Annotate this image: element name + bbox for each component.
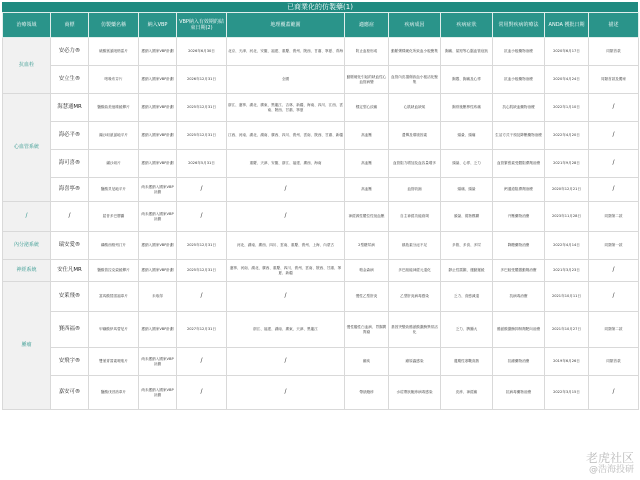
table-cell: 自主神經功能衰竭 bbox=[389, 202, 441, 232]
brand-name-cell: 安立生® bbox=[51, 66, 89, 94]
table-cell: 生活方式干預及降壓藥物治療 bbox=[493, 122, 545, 150]
table-cell: 獲納入國家VBP計劃 bbox=[139, 122, 177, 150]
table-cell: 磷酸西格列汀片 bbox=[89, 232, 139, 260]
table-cell: 瘧疾 bbox=[345, 348, 389, 376]
table-cell: 降糖藥物治療 bbox=[493, 232, 545, 260]
table-cell: 雙氫青蒿素哌喹片 bbox=[89, 348, 139, 376]
table-cell: 硫酸氫氯吡格雷片 bbox=[89, 38, 139, 66]
column-header: 疾病成因 bbox=[389, 13, 441, 38]
table-cell: 同類首款 bbox=[589, 38, 639, 66]
table-cell: 2020年12月21日 bbox=[545, 178, 589, 202]
table-cell: 抗病毒治療 bbox=[493, 282, 545, 312]
table-cell: / bbox=[589, 282, 639, 312]
table-cell: / bbox=[177, 178, 227, 202]
table-cell: 屈昔多巴膠囊 bbox=[89, 202, 139, 232]
generics-table bbox=[2, 12, 639, 410]
table-cell: 獲納入國家VBP計劃 bbox=[139, 312, 177, 348]
table-cell: 2020年6月17日 bbox=[545, 38, 589, 66]
table-cell: 週期性寒戰高熱 bbox=[441, 348, 493, 376]
table-cell: 同類第二款 bbox=[589, 312, 639, 348]
brand-name-cell: 瑞安愛® bbox=[51, 232, 89, 260]
table-cell: 2019年6月26日 bbox=[545, 348, 589, 376]
table-cell: 心肌缺血缺氧 bbox=[389, 94, 441, 122]
table-cell: 基因突變致酪氨酸激酶異常活化 bbox=[389, 312, 441, 348]
table-cell: 慢性乙型肝炎 bbox=[345, 282, 389, 312]
column-header: VBP納入有效期的結束日期(2) bbox=[177, 13, 227, 38]
table-row bbox=[3, 122, 639, 150]
brand-name-cell: 安仕凡MR bbox=[51, 260, 89, 282]
table-cell: 全國 bbox=[227, 66, 345, 94]
table-cell: 同類首款 bbox=[589, 348, 639, 376]
table-cell: 動脈粥樣硬化所致血小板聚集 bbox=[389, 38, 441, 66]
table-cell: 2022年1月10日 bbox=[545, 94, 589, 122]
table-cell: 慢性髓性白血病、胃腸間質瘤 bbox=[345, 312, 389, 348]
table-cell: / bbox=[589, 178, 639, 202]
table-cell: / bbox=[227, 348, 345, 376]
table-cell: 獲納入國家VBP計劃 bbox=[139, 94, 177, 122]
table-cell: 2025年12月31日 bbox=[177, 232, 227, 260]
column-header: 商標 bbox=[51, 13, 89, 38]
table-cell: 2022年3月15日 bbox=[545, 376, 589, 410]
column-header: 納入VBP bbox=[139, 13, 177, 38]
therapeutic-area-cell: 心血管系統 bbox=[3, 94, 51, 202]
table-cell: 富馬酸替諾福韋片 bbox=[89, 282, 139, 312]
table-cell: 河北、湖南、廣西、四川、雲南、重慶、貴州、上海、內蒙古 bbox=[227, 232, 345, 260]
table-cell: 酪氨酸激酶抑制劑靶向治療 bbox=[493, 312, 545, 348]
table-cell: / bbox=[177, 202, 227, 232]
table-cell: 血管緊張素受體阻滯劑治療 bbox=[493, 150, 545, 178]
column-header: 地理覆蓋範圍 bbox=[227, 13, 345, 38]
brand-name-cell: 海喜寧® bbox=[51, 178, 89, 202]
therapeutic-area-cell: 內分泌系統 bbox=[3, 232, 51, 260]
table-cell: 遺傳及環境因素 bbox=[389, 122, 441, 150]
table-row bbox=[3, 312, 639, 348]
brand-name-cell: 賽西福® bbox=[51, 312, 89, 348]
header-row bbox=[3, 13, 639, 38]
table-cell: 鹽酸伐昔洛韋片 bbox=[89, 376, 139, 410]
table-cell: 2026年6月30日 bbox=[177, 38, 227, 66]
table-cell: 穩定型心絞痛 bbox=[345, 94, 389, 122]
table-cell: 尚未獲納入國家VBP計劃 bbox=[139, 178, 177, 202]
column-header: 治療領域 bbox=[3, 13, 51, 38]
table-cell: / bbox=[589, 260, 639, 282]
table-cell: 遼寧、河南、湖北、廣西、重慶、四川、貴州、雲南、陝西、甘肅、寧夏、新疆 bbox=[227, 260, 345, 282]
table-cell: 抗病毒藥物治療 bbox=[493, 376, 545, 410]
table-cell: 抗瘧藥物治療 bbox=[493, 348, 545, 376]
table-cell: 獲納入國家VBP計劃 bbox=[139, 150, 177, 178]
table-cell: 未取得 bbox=[139, 282, 177, 312]
table-cell: 皮疹、神經痛 bbox=[441, 376, 493, 410]
brand-name-cell: 安飛宇® bbox=[51, 348, 89, 376]
table-cell: 動脈硬化引起的缺血性心血管病變 bbox=[345, 66, 389, 94]
table-cell: 2022年4月14日 bbox=[545, 232, 589, 260]
table-cell: 胸痛、氣短等心腦血管症狀 bbox=[441, 38, 493, 66]
table-cell: 多巴胺受體激動劑治療 bbox=[493, 260, 545, 282]
table-cell: 鈣通道阻滯劑治療 bbox=[493, 178, 545, 202]
table-cell: / bbox=[227, 202, 345, 232]
table-row bbox=[3, 150, 639, 178]
table-cell: / bbox=[227, 178, 345, 202]
table-cell: 胸骨後壓榨性疼痛 bbox=[441, 94, 493, 122]
table-cell: 2022年4月20日 bbox=[545, 122, 589, 150]
brand-name-cell: 海慧通MR bbox=[51, 94, 89, 122]
table-cell: / bbox=[177, 348, 227, 376]
table-cell: 甲磺酸伊馬替尼片 bbox=[89, 312, 139, 348]
table-cell: 獲納入國家VBP計劃 bbox=[139, 38, 177, 66]
table-cell: 胰島素分泌不足 bbox=[389, 232, 441, 260]
table-cell: 血管阻力增加及血容量增多 bbox=[389, 150, 441, 178]
therapeutic-area-cell: / bbox=[3, 202, 51, 232]
table-cell: 2021年3月23日 bbox=[545, 260, 589, 282]
table-cell: 帕金森病 bbox=[345, 260, 389, 282]
table-cell: 鹽酸曲美他嗪緩釋片 bbox=[89, 94, 139, 122]
table-cell: / bbox=[177, 376, 227, 410]
table-cell: / bbox=[51, 202, 89, 232]
table-cell: 抗心肌缺血藥物治療 bbox=[493, 94, 545, 122]
table-cell: 鹽酸貝尼地平片 bbox=[89, 178, 139, 202]
column-header: 常用對疾病的療法 bbox=[493, 13, 545, 38]
column-header: 描述 bbox=[589, 13, 639, 38]
table-cell: 頭暈、心悸、乏力 bbox=[441, 150, 493, 178]
table-cell: 同類第二款 bbox=[589, 202, 639, 232]
table-cell: 吲哚布芬片 bbox=[89, 66, 139, 94]
table-cell: 重慶、天津、安徽、浙江、福建、廣西、海南 bbox=[227, 150, 345, 178]
table-cell: 頭暈、頭痛 bbox=[441, 122, 493, 150]
table-cell: 血管收縮 bbox=[389, 178, 441, 202]
table-cell: 水痘帶狀皰疹病毒感染 bbox=[389, 376, 441, 410]
table-cell: 鹽酸普拉克索緩釋片 bbox=[89, 260, 139, 282]
column-header: 疾病症狀 bbox=[441, 13, 493, 38]
table-row bbox=[3, 232, 639, 260]
brand-name-cell: 安必力® bbox=[51, 38, 89, 66]
brand-name-cell: 海可喜® bbox=[51, 150, 89, 178]
table-cell: 抗血小板藥物治療 bbox=[493, 38, 545, 66]
table-cell: 纈沙坦片 bbox=[89, 150, 139, 178]
table-cell: / bbox=[227, 282, 345, 312]
table-cell: 2021年10月11日 bbox=[545, 282, 589, 312]
table-cell: 胸悶、胸痛及心悸 bbox=[441, 66, 493, 94]
table-cell: 高血壓 bbox=[345, 150, 389, 178]
table-row bbox=[3, 202, 639, 232]
column-header: 適應症 bbox=[345, 13, 389, 38]
table-cell: 尚未獲納入國家VBP計劃 bbox=[139, 202, 177, 232]
table-cell: 2025年12月31日 bbox=[177, 260, 227, 282]
therapeutic-area-cell: 腫瘤 bbox=[3, 282, 51, 410]
table-cell: 2020年4月24日 bbox=[545, 66, 589, 94]
table-row bbox=[3, 66, 639, 94]
table-cell: 多飲、多食、多尿 bbox=[441, 232, 493, 260]
table-cell: 獲納入國家VBP計劃 bbox=[139, 232, 177, 260]
table-cell: 乙型肝炎病毒感染 bbox=[389, 282, 441, 312]
table-cell: 靜止性震顫、運動遲緩 bbox=[441, 260, 493, 282]
table-row bbox=[3, 260, 639, 282]
table-cell: 乏力、脾腫大 bbox=[441, 312, 493, 348]
table-cell: 神經源性體位性低血壓 bbox=[345, 202, 389, 232]
table-cell: 乏力、食慾減退 bbox=[441, 282, 493, 312]
table-cell: 頭暈、視物模糊 bbox=[441, 202, 493, 232]
table-cell: 2027年12月31日 bbox=[177, 312, 227, 348]
table-cell: 北京、天津、河北、安徽、福建、重慶、貴州、陝西、甘肅、寧夏、青海 bbox=[227, 38, 345, 66]
table-body bbox=[3, 38, 639, 410]
table-cell: / bbox=[589, 150, 639, 178]
table-row bbox=[3, 38, 639, 66]
table-cell: 獲納入國家VBP計劃 bbox=[139, 260, 177, 282]
therapeutic-area-cell: 抗血栓 bbox=[3, 38, 51, 94]
table-cell: 浙江、遼寧、湖北、廣東、黑龍江、吉林、新疆、海南、四川、江西、雲南、陝西、甘肅、寧夏 bbox=[227, 94, 345, 122]
table-cell: 多巴胺能神經元退化 bbox=[389, 260, 441, 282]
table-cell: 抗血小板藥物治療 bbox=[493, 66, 545, 94]
table-cell: 高血壓 bbox=[345, 178, 389, 202]
table-cell: 2025年12月31日 bbox=[177, 94, 227, 122]
table-row bbox=[3, 376, 639, 410]
table-row bbox=[3, 94, 639, 122]
table-cell: 江西、河南、湖北、湖南、廣西、四川、貴州、雲南、陝西、甘肅、新疆 bbox=[227, 122, 345, 150]
table-row bbox=[3, 178, 639, 202]
table-cell: 防止血栓形成 bbox=[345, 38, 389, 66]
column-header: 仿製藥名稱 bbox=[89, 13, 139, 38]
table-cell: 2021年9月28日 bbox=[545, 150, 589, 178]
table-cell: 獲納入國家VBP計劃 bbox=[139, 66, 177, 94]
table-cell: 同類第一款 bbox=[589, 232, 639, 260]
table-cell: / bbox=[589, 122, 639, 150]
brand-name-cell: 安萊飛® bbox=[51, 282, 89, 312]
table-cell: 尚未獲納入國家VBP計劃 bbox=[139, 348, 177, 376]
table-cell: 同類首款及獨家 bbox=[589, 66, 639, 94]
table-cell: 纈沙坦氨氯地平片 bbox=[89, 122, 139, 150]
table-cell: / bbox=[177, 282, 227, 312]
table-cell: 高血壓 bbox=[345, 122, 389, 150]
table-cell: 2021年10月27日 bbox=[545, 312, 589, 348]
table-cell: 2025年12月31日 bbox=[177, 122, 227, 150]
table-cell: / bbox=[589, 376, 639, 410]
table-cell: 2026年12月31日 bbox=[177, 66, 227, 94]
table-row bbox=[3, 348, 639, 376]
watermark-line-1: 老虎社区 bbox=[585, 451, 634, 465]
column-header: ANDA 獲批日期 bbox=[545, 13, 589, 38]
therapeutic-area-cell: 神經系統 bbox=[3, 260, 51, 282]
table-cell: 帶狀皰疹 bbox=[345, 376, 389, 410]
table-cell: 血管內皮損傷致血小板活化聚集 bbox=[389, 66, 441, 94]
watermark bbox=[586, 452, 634, 476]
table-cell: / bbox=[589, 94, 639, 122]
table-cell: / bbox=[227, 376, 345, 410]
watermark-line-2: @浩海投研 bbox=[588, 465, 634, 475]
table-cell: 升壓藥物治療 bbox=[493, 202, 545, 232]
brand-name-cell: 嘉安可® bbox=[51, 376, 89, 410]
table-cell: 2026年5月31日 bbox=[177, 150, 227, 178]
table-cell: 2型糖尿病 bbox=[345, 232, 389, 260]
table-cell: 浙江、福建、湖南、廣東、天津、黑龍江 bbox=[227, 312, 345, 348]
brand-name-cell: 海必平® bbox=[51, 122, 89, 150]
table-cell: 頭痛、頭暈 bbox=[441, 178, 493, 202]
table-cell: 瘧原蟲感染 bbox=[389, 348, 441, 376]
table-row bbox=[3, 282, 639, 312]
table-cell: 尚未獲納入國家VBP計劃 bbox=[139, 376, 177, 410]
table-title: 已商業化的仿製藥(1) bbox=[2, 2, 638, 12]
table-cell: 2023年11月28日 bbox=[545, 202, 589, 232]
